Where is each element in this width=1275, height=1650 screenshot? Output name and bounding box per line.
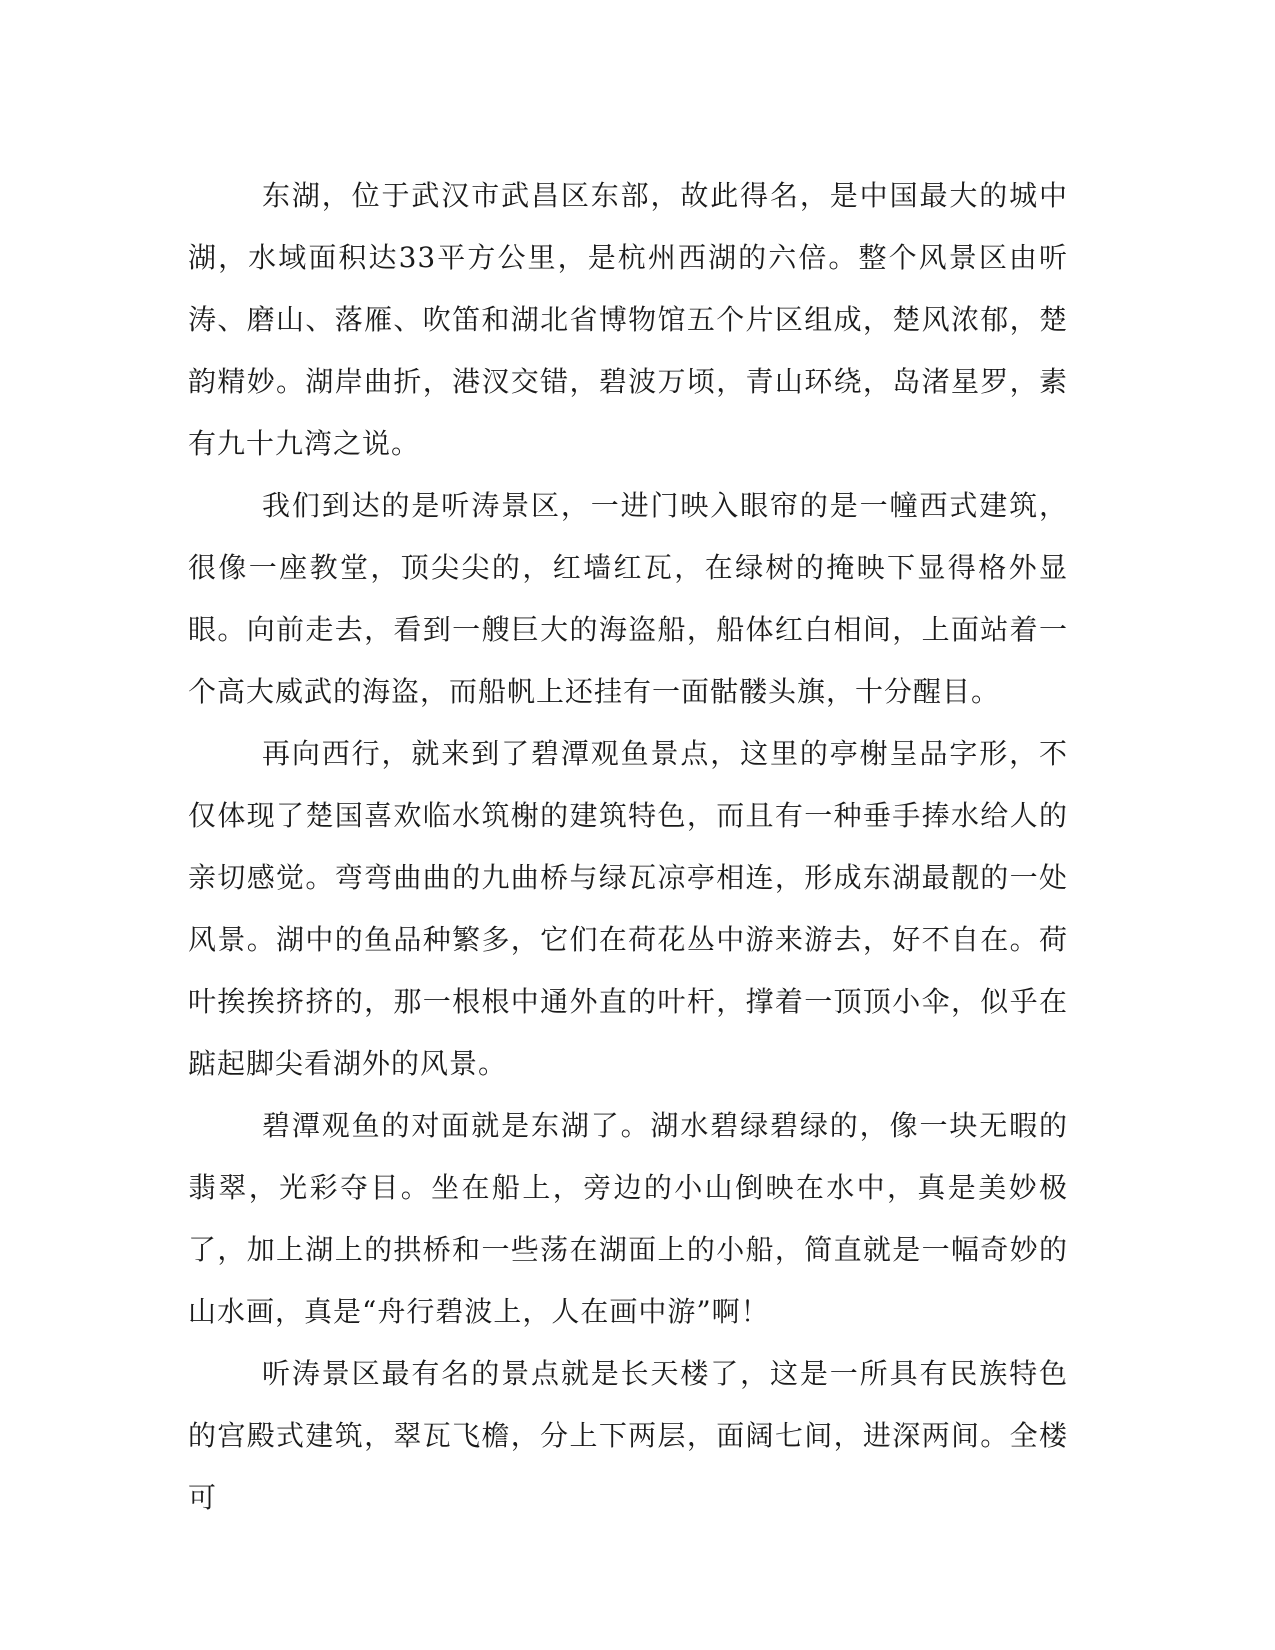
paragraph-tingtao-arrival: 我们到达的是听涛景区，一进门映入眼帘的是一幢西式建筑，很像一座教堂，顶尖尖的，红墙红瓦，在绿树的掩映下显得格外显眼。向前走去，看到一艘巨大的海盗船，船体红白相间，上面站着一个高大威武的海盗，而船帆上还挂有一面骷髅头旗，十分醒目。 (188, 489, 1068, 708)
paragraph-east-lake-intro: 东湖，位于武汉市武昌区东部，故此得名，是中国最大的城中湖，水域面积达33平方公里，是杭州西湖的六倍。整个风景区由听涛、磨山、落雁、吹笛和湖北省博物馆五个片区组成，楚风浓郁，楚韵精妙。湖岸曲折，港汊交错，碧波万顷，青山环绕，岛渚星罗，素有九十九湾之说。 (188, 179, 1068, 460)
paragraph-changtian-tower: 听涛景区最有名的景点就是长天楼了，这是一所具有民族特色的宫殿式建筑，翠瓦飞檐，分上下两层，面阔七间，进深两间。全楼可 (188, 1357, 1068, 1514)
document-body (188, 165, 1068, 1529)
paragraph-lake-view: 碧潭观鱼的对面就是东湖了。湖水碧绿碧绿的，像一块无暇的翡翠，光彩夺目。坐在船上，旁边的小山倒映在水中，真是美妙极了，加上湖上的拱桥和一些荡在湖面上的小船，简直就是一幅奇妙的山水画，真是“舟行碧波上，人在画中游”啊！ (188, 1109, 1068, 1328)
paragraph-bitan-guanyu: 再向西行，就来到了碧潭观鱼景点，这里的亭榭呈品字形，不仅体现了楚国喜欢临水筑榭的建筑特色，而且有一种垂手捧水给人的亲切感觉。弯弯曲曲的九曲桥与绿瓦凉亭相连，形成东湖最靓的一处风景。湖中的鱼品种繁多，它们在荷花丛中游来游去，好不自在。荷叶挨挨挤挤的，那一根根中通外直的叶杆，撑着一顶顶小伞，似乎在踮起脚尖看湖外的风景。 (188, 737, 1068, 1080)
